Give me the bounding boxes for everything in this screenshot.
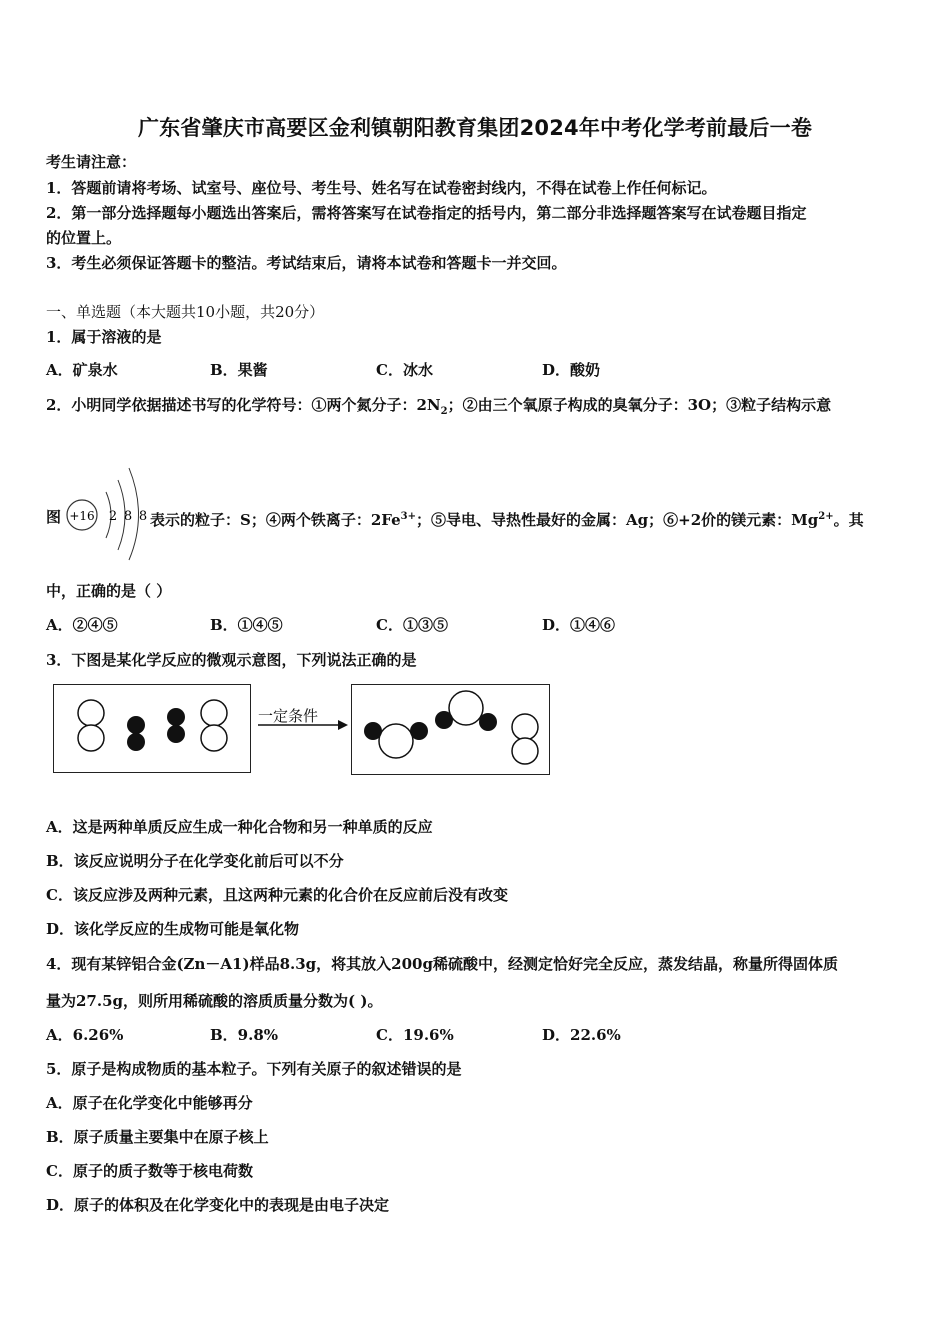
q2-option-c[interactable]: C．①③⑤ [376, 616, 448, 634]
product-molecule-2 [435, 691, 497, 731]
q3-option-a[interactable]: A．这是两种单质反应生成一种化合物和另一种单质的反应 [46, 818, 433, 836]
product-molecule-1 [364, 722, 428, 758]
q1-option-a[interactable]: A．矿泉水 [46, 361, 118, 379]
atom-structure-diagram [62, 462, 160, 562]
q2-fe-superscript: 3+ [400, 511, 416, 522]
notice-item-2: 2．第一部分选择题每小题选出答案后，需将答案写在试卷指定的括号内，第二部分非选择题答案写在试卷题目指定 [46, 204, 807, 222]
q2-line-2b: ；⑤导电、导热性最好的金属：Ag；⑥+2价的镁元素：Mg [416, 511, 819, 529]
shell-2-electrons: 8 [123, 509, 133, 524]
reactants-box [53, 684, 251, 773]
reactant-black-molecule-1 [127, 716, 145, 751]
q5-option-a[interactable]: A．原子在化学变化中能够再分 [46, 1094, 253, 1112]
q2-line-2c: 。其 [833, 511, 864, 529]
q4-option-c[interactable]: C．19.6% [376, 1026, 454, 1044]
q2-line-1 [46, 395, 831, 422]
q1-stem: 1．属于溶液的是 [46, 328, 162, 346]
notice-item-3: 3．考生必须保证答题卡的整洁。考试结束后，请将本试卷和答题卡一并交回。 [46, 254, 567, 272]
q2-option-b[interactable]: B．①④⑤ [210, 616, 283, 634]
q2-line-1a: 2．小明同学依据描述书写的化学符号：①两个氮分子：2N [46, 396, 441, 414]
reactant-o2-molecule-2 [201, 700, 227, 751]
products-molecules [352, 685, 548, 773]
q3-option-b[interactable]: B．该反应说明分子在化学变化前后可以不分 [46, 852, 344, 870]
section-heading: 一、单选题（本大题共10小题，共20分） [46, 303, 325, 321]
q1-option-b[interactable]: B．果酱 [210, 361, 268, 379]
q4-line-1: 4．现有某锌铝合金(Zn－A1)样品8.3g，将其放入200g稀硫酸中，经测定恰好完全反应，蒸发结晶，称量所得固体质 [46, 955, 838, 973]
q1-option-c[interactable]: C．冰水 [376, 361, 433, 379]
notice-heading: 考生请注意： [46, 153, 137, 171]
q2-line-2a: 表示的粒子：S；④两个铁离子：2Fe [150, 511, 401, 529]
q3-stem: 3．下图是某化学反应的微观示意图，下列说法正确的是 [46, 651, 417, 669]
product-o2-molecule [512, 714, 538, 764]
notice-item-1: 1．答题前请将考场、试室号、座位号、考生号、姓名写在试卷密封线内，不得在试卷上作任何标记。 [46, 179, 717, 197]
q3-option-c[interactable]: C．该反应涉及两种元素，且这两种元素的化合价在反应前后没有改变 [46, 886, 508, 904]
q4-option-b[interactable]: B．9.8% [210, 1026, 279, 1044]
shell-3-electrons: 8 [138, 509, 148, 524]
reaction-arrow-icon [256, 718, 350, 732]
nucleus-charge: +16 [69, 509, 95, 523]
q3-option-d[interactable]: D．该化学反应的生成物可能是氧化物 [46, 920, 300, 938]
q2-line-3: 中，正确的是（ ） [46, 582, 172, 600]
q4-line-2: 量为27.5g，则所用稀硫酸的溶质质量分数为( )。 [46, 992, 383, 1010]
page-title: 广东省肇庆市高要区金利镇朝阳教育集团2024年中考化学考前最后一卷 [137, 116, 813, 140]
q2-mg-superscript: 2+ [818, 511, 834, 522]
products-box [351, 684, 550, 775]
q2-n2-subscript: 2 [440, 406, 448, 417]
q5-stem: 5．原子是构成物质的基本粒子。下列有关原子的叙述错误的是 [46, 1060, 462, 1078]
q4-option-d[interactable]: D．22.6% [542, 1026, 621, 1044]
reactants-molecules [54, 685, 249, 771]
notice-item-2-cont: 的位置上。 [46, 229, 122, 247]
q4-option-a[interactable]: A．6.26% [46, 1026, 124, 1044]
reactant-o2-molecule-1 [78, 700, 104, 751]
q2-line-2-prefix: 图 [46, 508, 62, 526]
q5-option-b[interactable]: B．原子质量主要集中在原子核上 [46, 1128, 269, 1146]
q2-option-d[interactable]: D．①④⑥ [542, 616, 616, 634]
q2-line-1b: ；②由三个氧原子构成的臭氧分子：3O；③粒子结构示意 [447, 396, 832, 414]
reactant-black-molecule-2 [167, 708, 185, 743]
q5-option-d[interactable]: D．原子的体积及在化学变化中的表现是由电子决定 [46, 1196, 390, 1214]
q2-line-2 [150, 507, 864, 530]
reaction-condition: 一定条件 [258, 707, 319, 725]
q1-option-d[interactable]: D．酸奶 [542, 361, 601, 379]
shell-1-electrons: 2 [108, 509, 118, 524]
q2-option-a[interactable]: A．②④⑤ [46, 616, 118, 634]
q5-option-c[interactable]: C．原子的质子数等于核电荷数 [46, 1162, 253, 1180]
